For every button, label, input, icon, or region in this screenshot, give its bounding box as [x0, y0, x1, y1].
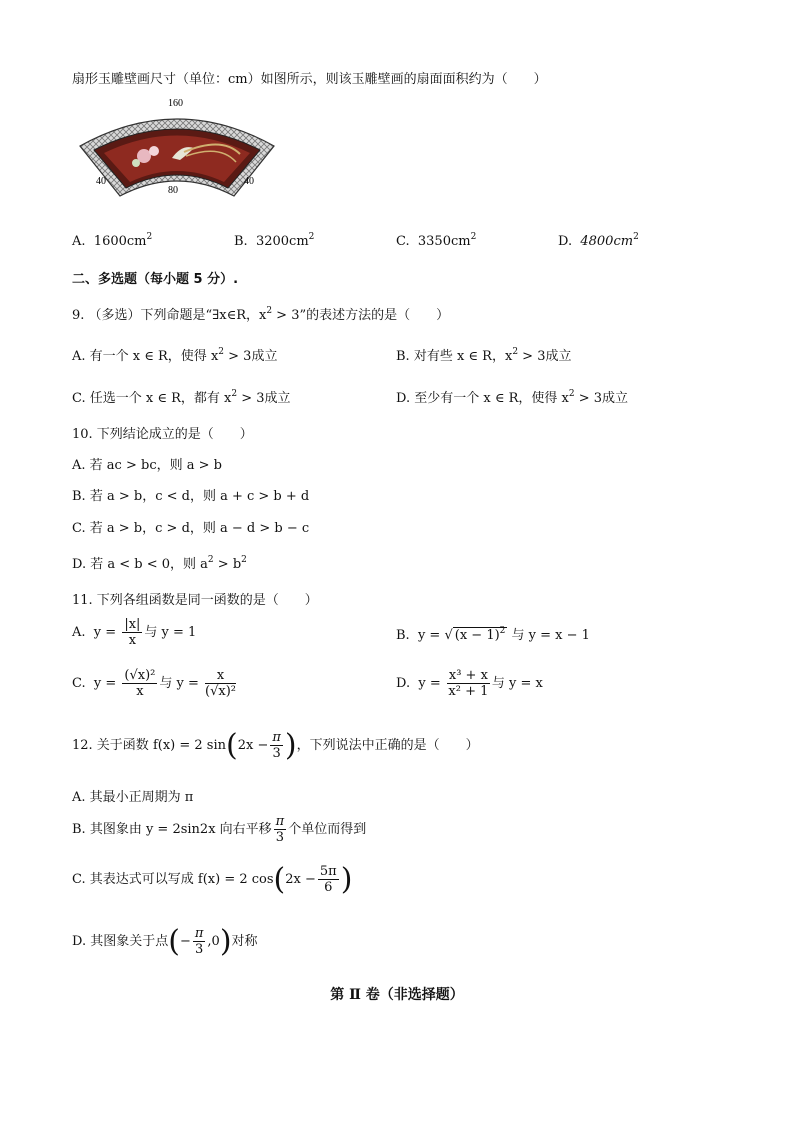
dim-top-label: 160 — [168, 98, 183, 109]
q12-stem: 12. 关于函数 f(x) = 2 sin(2x − $\frac{\pi}{3}$ )，下列说法中正确的是（ ） — [72, 728, 479, 763]
q9-option-b: B. 对有些 x ∈ R，$x^2 > 3$成立 — [396, 347, 572, 364]
q12-option-c: C. 其表达式可以写成 f(x) = 2 cos(2x − $\frac{5\pi}{6}$ ) — [72, 862, 353, 897]
q8-option-c: C. $3350cm^2$ — [396, 232, 477, 249]
dim-right-label: 40 — [244, 176, 254, 187]
dim-bottom-label: 80 — [168, 185, 178, 196]
dim-left-label: 40 — [96, 176, 106, 187]
q8-stem: 扇形玉雕壁画尺寸（单位：cm）如图所示，则该玉雕壁画的扇面面积约为（ ） — [72, 72, 547, 87]
q11-option-a: A. y = $\frac{|x|}{x}$ 与 y = 1 — [72, 617, 197, 648]
q9-option-c: C. 任选一个 x ∈ R，都有 $x^2 > 3$成立 — [72, 389, 291, 406]
q10-option-c: C. 若 a > b，c > d，则 a − d > b − c — [72, 521, 310, 536]
q11-stem: 11. 下列各组函数是同一函数的是（ ） — [72, 593, 318, 608]
flower-decoration — [149, 146, 159, 156]
q11-option-b: B. y = √ $(x - 1)^2$ 与 y = x − 1 — [396, 626, 590, 643]
q8-option-a: A. $1600cm^2$ — [72, 232, 153, 249]
fan-mural-figure — [72, 96, 282, 208]
q12-option-d: D. 其图象关于点(− $\frac{\pi}{3}$ ,0)对称 — [72, 924, 258, 959]
q11-option-c: C. y = $\frac{\text{(√x)²}}{x}$ 与 y = $\frac{x}{\text{(√x)²}}$ — [72, 668, 237, 699]
q10-option-a: A. 若 ac > bc，则 a > b — [72, 458, 222, 473]
q11-option-d: D. y = $\frac{\text{x³ + x}}{\text{x² + 1}}$ 与 y = x — [396, 668, 543, 699]
q10-stem: 10. 下列结论成立的是（ ） — [72, 427, 253, 442]
q8-option-d: D. $4800cm^2$ — [558, 232, 639, 249]
q12-option-a: A. 其最小正周期为 π — [72, 790, 194, 805]
flower-decoration — [132, 159, 140, 167]
q10-option-b: B. 若 a > b，c < d，则 a + c > b + d — [72, 489, 310, 504]
q8-option-b: B. $3200cm^2$ — [234, 232, 315, 249]
q9-stem: 9. （多选）下列命题是“∃x∈R，$x^2 > 3$”的表述方法的是（ ） — [72, 306, 450, 323]
q12-option-b: B. 其图象由 y = 2sin2x 向右平移 $\frac{\pi}{3}$ 个单位而得到 — [72, 814, 367, 845]
section-heading-multiple-choice: 二、多选题（每小题 5 分）. — [72, 272, 239, 287]
q9-option-d: D. 至少有一个 x ∈ R，使得 $x^2 > 3$成立 — [396, 389, 629, 406]
q10-option-d: D. 若 a < b < 0，则 $a^2 > b^2$ — [72, 555, 247, 572]
q9-option-a: A. 有一个 x ∈ R，使得 $x^2 > 3$成立 — [72, 347, 278, 364]
section-heading-part-two: 第 Ⅱ 卷（非选择题） — [330, 987, 464, 1003]
